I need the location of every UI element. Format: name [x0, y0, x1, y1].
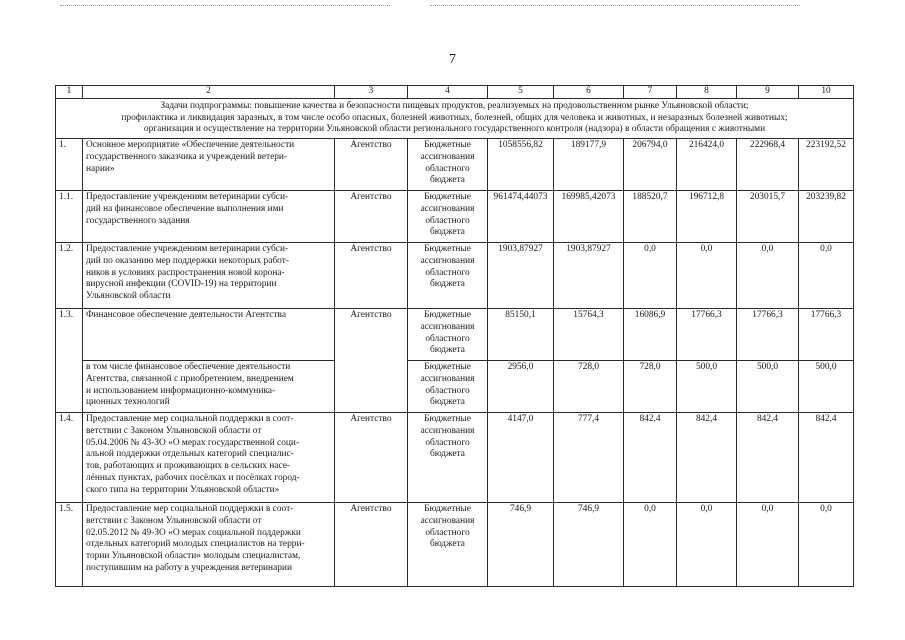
description-line: ветствии с Законом Ульяновской области от — [86, 515, 262, 526]
description-line: государственного задания — [86, 215, 190, 226]
goal-line: Задачи подпрограммы: повышение качества и безопасности пищевых продуктов, реализуемых на продовольственном рынке Ульяновской области; — [160, 100, 749, 111]
funding-source-line: Бюджетные — [424, 414, 471, 424]
page-number: 7 — [449, 52, 456, 67]
funding-source-line: областного — [425, 527, 470, 538]
row-number: 1.2. — [56, 243, 83, 309]
column-header: 4 — [408, 86, 488, 99]
funding-value: 169985,42073 — [554, 191, 624, 243]
table-body — [56, 139, 854, 587]
funding-source — [408, 191, 488, 243]
funding-value: 0,0 — [799, 243, 854, 309]
row-number: 1.4. — [56, 413, 83, 503]
funding-value: 216424,0 — [677, 139, 737, 191]
funding-value: 203239,82 — [799, 191, 854, 243]
executor: Агентство — [335, 413, 408, 503]
program-table — [55, 85, 854, 587]
funding-source-line: областного — [425, 385, 470, 396]
goal-line: профилактика и ликвидация заразных, в том числе особо опасных, болезней животных, болезней, общих для человека и животных, и незаразных болезней животных; — [121, 112, 788, 123]
funding-value: 728,0 — [624, 361, 677, 413]
column-header: 6 — [554, 86, 624, 99]
table-row — [56, 413, 854, 503]
column-header: 2 — [83, 86, 335, 99]
funding-source-line: ассигнования — [420, 255, 475, 266]
column-header: 8 — [677, 86, 737, 99]
column-header: 1 — [56, 86, 83, 99]
funding-value: 0,0 — [624, 243, 677, 309]
funding-value: 0,0 — [677, 243, 737, 309]
activity-description — [83, 139, 335, 191]
funding-source — [408, 503, 488, 587]
description-line: государственного заказчика и учреждений ветери- — [86, 151, 288, 162]
funding-source-line: бюджета — [430, 345, 465, 356]
funding-source-line: Бюджетные — [424, 362, 471, 372]
column-header: 9 — [737, 86, 799, 99]
row-number: 1.1. — [56, 191, 83, 243]
scan-artifact — [60, 5, 390, 6]
row-number: 1.5. — [56, 503, 83, 587]
description-line: Предоставление мер социальной поддержки в соот- — [86, 414, 294, 424]
subprogram-goals-row — [56, 98, 854, 138]
description-line: Финансовое обеспечение деятельности Агентства — [86, 310, 287, 320]
funding-source — [408, 361, 488, 413]
funding-value: 17766,3 — [737, 309, 799, 361]
description-line: 05.04.2006 № 43-ЗО «О мерах государственной соци- — [86, 437, 300, 448]
funding-source-line: бюджета — [430, 397, 465, 408]
subprogram-goals — [56, 98, 854, 138]
description-line: Предоставление мер социальной поддержки в соот- — [86, 504, 294, 514]
funding-source-line: Бюджетные — [424, 192, 471, 202]
funding-source — [408, 309, 488, 361]
funding-source-line: ассигнования — [420, 373, 475, 384]
funding-value: 1903,87927 — [554, 243, 624, 309]
executor: Агентство — [335, 243, 408, 309]
description-line: лённых пунктах, рабочих посёлках и посёлках город- — [86, 472, 300, 483]
funding-source-line: ассигнования — [420, 425, 475, 436]
description-line: отдельных категорий молодых специалистов на терри- — [86, 539, 305, 550]
funding-value: 842,4 — [737, 413, 799, 503]
funding-source-line: областного — [425, 163, 470, 174]
table-row — [56, 503, 854, 587]
funding-value: 206794,0 — [624, 139, 677, 191]
table-row — [56, 361, 854, 413]
description-line: Предоставление учреждениям ветеринарии субси- — [86, 192, 289, 202]
funding-value: 0,0 — [737, 503, 799, 587]
description-line: ционных технологий — [86, 397, 170, 408]
column-header: 7 — [624, 86, 677, 99]
description-line: 02.05.2012 № 49-ЗО «О мерах социальной поддержки — [86, 527, 301, 538]
funding-source-line: бюджета — [430, 539, 465, 550]
funding-source-line: областного — [425, 333, 470, 344]
column-header: 10 — [799, 86, 854, 99]
description-line: Агентства, связанной с приобретением, внедрением — [86, 373, 294, 384]
description-line: ветствии с Законом Ульяновской области от — [86, 425, 262, 436]
funding-value: 842,4 — [624, 413, 677, 503]
description-line: ского типа на территории Ульяновской области» — [86, 484, 280, 495]
activity-description — [83, 361, 335, 413]
executor: Агентство — [335, 309, 408, 413]
funding-value: 222968,4 — [737, 139, 799, 191]
activity-description — [83, 503, 335, 587]
funding-source-line: ассигнования — [420, 203, 475, 214]
funding-source-line: ассигнования — [420, 151, 475, 162]
funding-value: 189177,9 — [554, 139, 624, 191]
description-line: тории Ульяновской области» молодым специалистам, — [86, 551, 301, 561]
description-line: Ульяновской области — [86, 291, 171, 301]
funding-source — [408, 413, 488, 503]
activity-description — [83, 243, 335, 309]
description-line: в том числе финансовое обеспечение деятельности — [86, 362, 291, 372]
funding-value: 500,0 — [677, 361, 737, 413]
executor: Агентство — [335, 139, 408, 191]
funding-value: 223192,52 — [799, 139, 854, 191]
executor: Агентство — [335, 503, 408, 587]
description-line: и использованием информационно-коммуника- — [86, 385, 276, 396]
funding-source-line: областного — [425, 215, 470, 226]
funding-source-line: ассигнования — [420, 321, 475, 332]
funding-value: 842,4 — [799, 413, 854, 503]
column-header-row — [56, 86, 854, 99]
funding-value: 0,0 — [624, 503, 677, 587]
description-line: нарии» — [86, 163, 115, 174]
table-row — [56, 139, 854, 191]
funding-value: 196712,8 — [677, 191, 737, 243]
scan-artifact — [430, 5, 800, 6]
funding-value: 4147,0 — [488, 413, 554, 503]
funding-value: 500,0 — [737, 361, 799, 413]
funding-value: 16086,9 — [624, 309, 677, 361]
funding-source-line: Бюджетные — [424, 244, 471, 254]
description-line: тов, работающих и проживающих в сельских насе- — [86, 461, 291, 471]
row-number: 1.3. — [56, 309, 83, 413]
description-line: Предоставление учреждениям ветеринарии субси- — [86, 244, 289, 254]
funding-source-line: Бюджетные — [424, 140, 471, 150]
row-number: 1. — [56, 139, 83, 191]
description-line: Основное мероприятие «Обеспечение деятельности — [86, 140, 295, 150]
funding-value: 188520,7 — [624, 191, 677, 243]
table-row — [56, 191, 854, 243]
funding-source-line: бюджета — [430, 449, 465, 460]
funding-value: 1903,87927 — [488, 243, 554, 309]
description-line: поступившим на работу в учреждения ветеринарии — [86, 562, 292, 573]
funding-source-line: областного — [425, 267, 470, 278]
funding-value: 728,0 — [554, 361, 624, 413]
funding-source-line: ассигнования — [420, 515, 475, 526]
description-line: дий по оказанию мер поддержки некоторых работ- — [86, 255, 289, 266]
description-line: ников в условиях распространения новой корона- — [86, 267, 285, 278]
funding-source-line: областного — [425, 437, 470, 448]
table-row — [56, 243, 854, 309]
funding-value: 842,4 — [677, 413, 737, 503]
activity-description — [83, 191, 335, 243]
column-header: 3 — [335, 86, 408, 99]
funding-value: 0,0 — [799, 503, 854, 587]
funding-source — [408, 139, 488, 191]
description-line: вирусной инфекции (COVID-19) на территории — [86, 279, 277, 290]
funding-value: 2956,0 — [488, 361, 554, 413]
funding-value: 961474,44073 — [488, 191, 554, 243]
funding-value: 777,4 — [554, 413, 624, 503]
funding-value: 17766,3 — [677, 309, 737, 361]
column-header: 5 — [488, 86, 554, 99]
goal-line: организация и осуществление на территории Ульяновской области регионального государственного контроля (надзора) в области обращения с животными — [143, 124, 766, 135]
funding-value: 1058556,82 — [488, 139, 554, 191]
activity-description — [83, 309, 335, 361]
funding-source-line: бюджета — [430, 279, 465, 290]
executor: Агентство — [335, 191, 408, 243]
funding-value: 0,0 — [677, 503, 737, 587]
funding-value: 85150,1 — [488, 309, 554, 361]
funding-value: 746,9 — [554, 503, 624, 587]
funding-value: 500,0 — [799, 361, 854, 413]
funding-source-line: бюджета — [430, 227, 465, 238]
funding-value: 746,9 — [488, 503, 554, 587]
description-line: альной поддержки отдельных категорий специалис- — [86, 449, 294, 460]
funding-source-line: Бюджетные — [424, 310, 471, 320]
funding-source — [408, 243, 488, 309]
funding-source-line: Бюджетные — [424, 504, 471, 514]
funding-source-line: бюджета — [430, 175, 465, 186]
funding-value: 203015,7 — [737, 191, 799, 243]
table-row — [56, 309, 854, 361]
funding-value: 15764,3 — [554, 309, 624, 361]
funding-value: 0,0 — [737, 243, 799, 309]
activity-description — [83, 413, 335, 503]
funding-value: 17766,3 — [799, 309, 854, 361]
description-line: дий на финансовое обеспечение выполнения ими — [86, 203, 284, 214]
